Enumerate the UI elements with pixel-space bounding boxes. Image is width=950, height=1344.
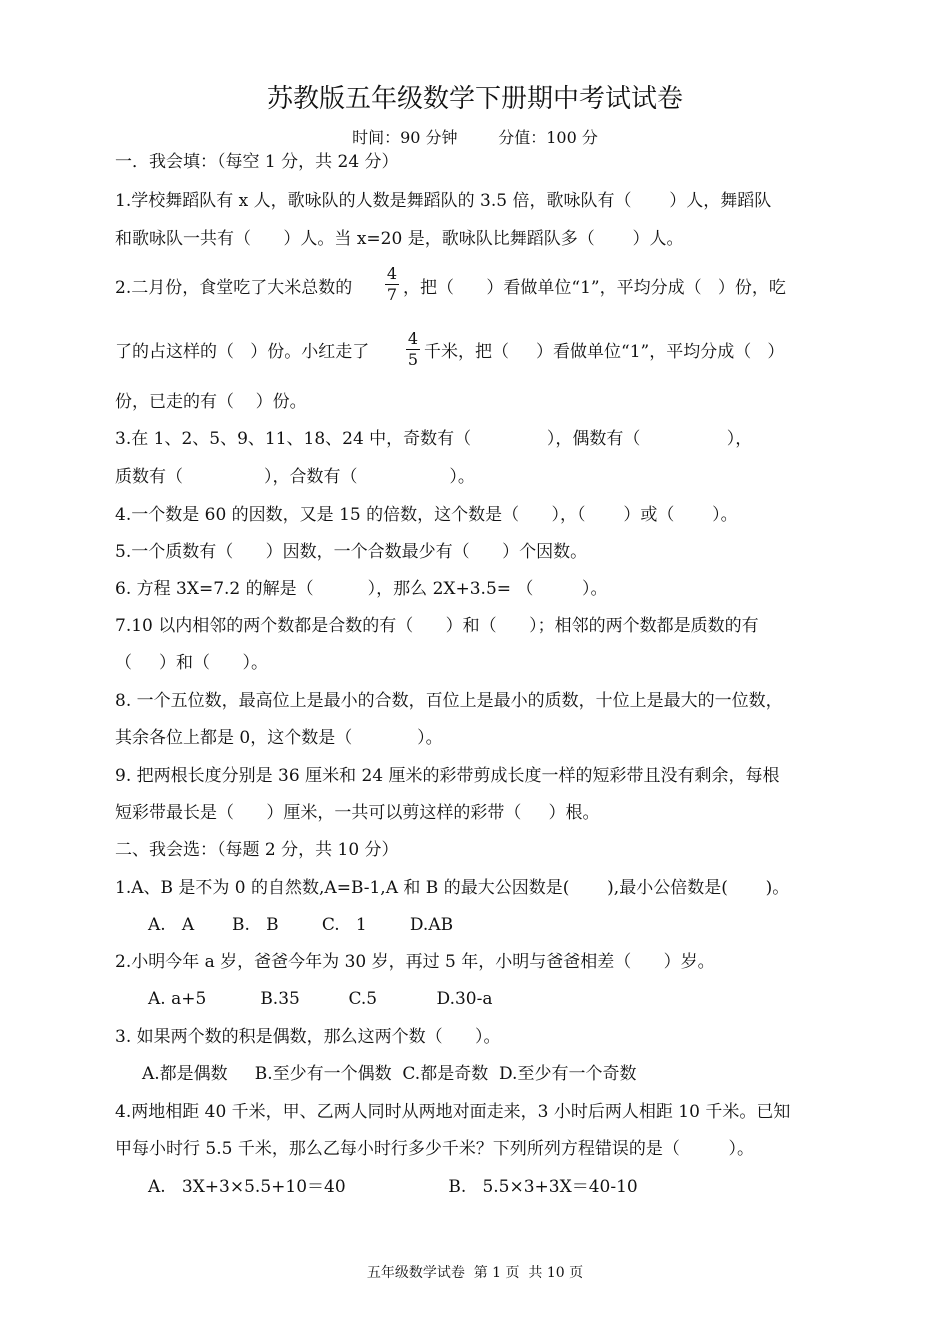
q2-text-part2: ，把（ ）看做单位“1”，平均分成（ ）份，吃 bbox=[403, 278, 786, 298]
q6: 6. 方程 3X=7.2 的解是（ ），那么 2X+3.5= （ ）。 bbox=[115, 579, 608, 599]
q2-text-part1: 2.二月份，食堂吃了大米总数的 bbox=[115, 278, 353, 298]
fraction-numerator: 4 bbox=[386, 264, 398, 283]
exam-info: 时间：90 分钟 分值：100 分 bbox=[352, 128, 598, 147]
fraction-four-sevenths bbox=[385, 265, 399, 304]
fraction-denominator: 7 bbox=[386, 285, 398, 304]
q2-text-part3: 了的占这样的（ ）份。小红走了 bbox=[115, 342, 370, 362]
mc4-line2: 甲每小时行 5.5 千米，那么乙每小时行多少千米？下列所列方程错误的是（ ）。 bbox=[115, 1139, 754, 1159]
q7-line2: （ ）和（ ）。 bbox=[115, 653, 268, 673]
mc2-question: 2.小明今年 a 岁，爸爸今年为 30 岁，再过 5 年，小明与爸爸相差（ ）岁。 bbox=[115, 952, 715, 972]
q1-line1: 1.学校舞蹈队有 x 人，歌咏队的人数是舞蹈队的 3.5 倍，歌咏队有（ ）人，舞蹈队 bbox=[115, 191, 772, 211]
q9-line1: 9. 把两根长度分别是 36 厘米和 24 厘米的彩带剪成长度一样的短彩带且没有剩余，每根 bbox=[115, 766, 780, 786]
q4: 4.一个数是 60 的因数，又是 15 的倍数，这个数是（ ），（ ）或（ ）。 bbox=[115, 505, 738, 525]
fraction-four-fifths bbox=[406, 330, 420, 369]
q7-line1: 7.10 以内相邻的两个数都是合数的有（ ）和（ ）；相邻的两个数都是质数的有 bbox=[115, 616, 759, 636]
page-title: 苏教版五年级数学下册期中考试试卷 bbox=[266, 84, 683, 114]
q5: 5.一个质数有（ ）因数，一个合数最少有（ ）个因数。 bbox=[115, 542, 588, 562]
q2-text-part4: 千米，把（ ）看做单位“1”，平均分成（ ） bbox=[424, 342, 785, 362]
fraction-numerator: 4 bbox=[407, 329, 419, 348]
section2-heading: 二、我会选：（每题 2 分，共 10 分） bbox=[115, 840, 399, 860]
q3-line1: 3.在 1、2、5、9、11、18、24 中，奇数有（ ），偶数有（ ）， bbox=[115, 429, 753, 449]
q9-line2: 短彩带最长是（ ）厘米，一共可以剪这样的彩带（ ）根。 bbox=[115, 803, 600, 823]
mc3-options: A.都是偶数 B.至少有一个偶数 C.都是奇数 D.至少有一个奇数 bbox=[142, 1064, 637, 1084]
q3-line2: 质数有（ ），合数有（ ）。 bbox=[115, 467, 475, 487]
mc4-options: A. 3X+3×5.5+10＝40 B. 5.5×3+3X＝40-10 bbox=[148, 1177, 638, 1197]
section1-heading: 一．我会填：（每空 1 分，共 24 分） bbox=[115, 152, 399, 172]
mc2-options: A. a+5 B.35 C.5 D.30-a bbox=[148, 989, 493, 1009]
mc1-question: 1.A、B 是不为 0 的自然数,A=B-1,A 和 B 的最大公因数是( ),最小公倍数是( )。 bbox=[115, 878, 790, 898]
mc4-line1: 4.两地相距 40 千米，甲、乙两人同时从两地对面走来，3 小时后两人相距 10 千米。已知 bbox=[115, 1102, 791, 1122]
q8-line2: 其余各位上都是 0，这个数是（ ）。 bbox=[115, 728, 443, 748]
mc1-options: A. A B. B C. 1 D.AB bbox=[148, 915, 454, 935]
fraction-denominator: 5 bbox=[407, 350, 419, 369]
q1-line2: 和歌咏队一共有（ ）人。当 x=20 是，歌咏队比舞蹈队多（ ）人。 bbox=[115, 229, 684, 249]
q8-line1: 8. 一个五位数，最高位上是最小的合数，百位上是最小的质数，十位上是最大的一位数， bbox=[115, 691, 783, 711]
page-footer: 五年级数学试卷 第 1 页 共 10 页 bbox=[366, 1265, 584, 1281]
q2-text-part5: 份，已走的有（ ）份。 bbox=[115, 392, 307, 412]
mc3-question: 3. 如果两个数的积是偶数，那么这两个数（ ）。 bbox=[115, 1027, 501, 1047]
